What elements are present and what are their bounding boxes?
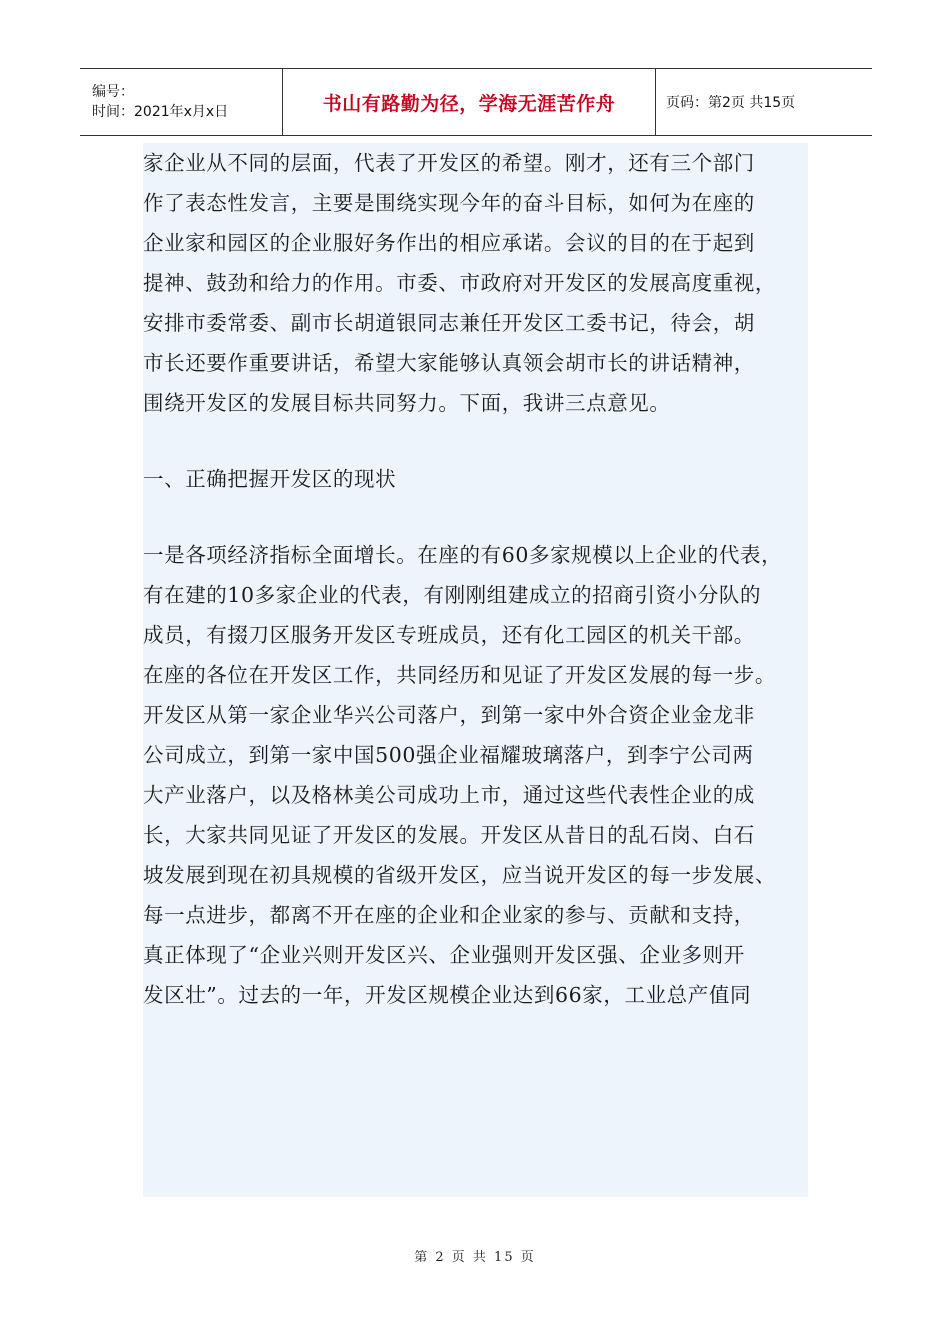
- text-line: 作了表态性发言，主要是围绕实现今年的奋斗目标，如何为在座的: [143, 191, 755, 215]
- header-page-info: [656, 69, 872, 135]
- page-number-label: 页码：第2页 共15页: [666, 95, 796, 111]
- section-heading: 一、正确把握开发区的现状: [143, 467, 397, 491]
- footer-page-number: 第 2 页 共 15 页: [414, 1250, 536, 1265]
- document-date-label: 时间：2021年x月x日: [92, 104, 229, 120]
- text-line: 家企业从不同的层面，代表了开发区的希望。刚才，还有三个部门: [143, 151, 755, 175]
- text-line: 市长还要作重要讲话，希望大家能够认真领会胡市长的讲话精神，: [143, 351, 755, 375]
- motto-text: 书山有路勤为径，学海无涯苦作舟: [322, 92, 616, 115]
- text-line: 围绕开发区的发展目标共同努力。下面，我讲三点意见。: [143, 391, 671, 415]
- text-line: 安排市委常委、副市长胡道银同志兼任开发区工委书记，待会，胡: [143, 311, 755, 335]
- text-line: 有在建的10多家企业的代表，有刚刚组建成立的招商引资小分队的: [143, 583, 762, 607]
- text-line: 真正体现了“企业兴则开发区兴、企业强则开发区强、企业多则开: [143, 943, 745, 967]
- text-line: 大产业落户，以及格林美公司成功上市，通过这些代表性企业的成: [143, 783, 755, 807]
- document-body: [143, 143, 808, 1197]
- document-header: [80, 68, 872, 136]
- header-meta: [80, 69, 282, 135]
- text-line: 企业家和园区的企业服好务作出的相应承诺。会议的目的在于起到: [143, 231, 755, 255]
- paragraph-gap: [143, 499, 808, 535]
- paragraph-intro: [143, 143, 808, 423]
- text-line: 成员，有掇刀区服务开发区专班成员，还有化工园区的机关干部。: [143, 623, 755, 647]
- text-line: 在座的各位在开发区工作，共同经历和见证了开发区发展的每一步。: [143, 663, 776, 687]
- text-line: 长，大家共同见证了开发区的发展。开发区从昔日的乱石岗、白石: [143, 823, 755, 847]
- text-line: 发区壮”。过去的一年，开发区规模企业达到66家，工业总产值同: [143, 983, 752, 1007]
- text-line: 开发区从第一家企业华兴公司落户，到第一家中外合资企业金龙非: [143, 703, 755, 727]
- paragraph-economic-indicators: [143, 535, 808, 1015]
- text-line: 公司成立，到第一家中国500强企业福耀玻璃落户，到李宁公司两: [143, 743, 754, 767]
- page-footer: [0, 1246, 950, 1265]
- header-motto: [282, 69, 656, 135]
- text-line: 坡发展到现在初具规模的省级开发区，应当说开发区的每一步发展、: [143, 863, 776, 887]
- text-line: 每一点进步，都离不开在座的企业和企业家的参与、贡献和支持，: [143, 903, 755, 927]
- paragraph-gap: [143, 423, 808, 459]
- text-line: 一是各项经济指标全面增长。在座的有60多家规模以上企业的代表，: [143, 543, 783, 567]
- text-line: 提神、鼓劲和给力的作用。市委、市政府对开发区的发展高度重视，: [143, 271, 776, 295]
- document-number-label: 编号：: [92, 84, 134, 100]
